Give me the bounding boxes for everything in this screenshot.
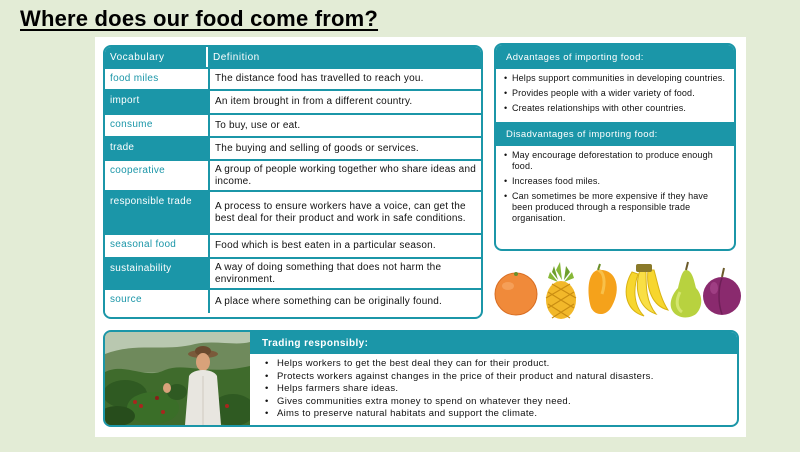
list-item: • Protects workers against changes in the price of their product and natural disasters. xyxy=(263,371,654,384)
vocab-term: responsible trade xyxy=(105,192,208,233)
mango-icon xyxy=(589,264,617,314)
vocab-definition: The distance food has travelled to reach you. xyxy=(208,69,481,89)
vocab-row-import xyxy=(105,89,481,113)
list-item: • Creates relationships with other countries. xyxy=(504,103,728,114)
list-item: • Helps support communities in developing countries. xyxy=(504,73,728,84)
banana-icon xyxy=(626,264,668,316)
vocab-row-sustainability xyxy=(105,257,481,288)
disadvantages-heading: Disadvantages of importing food: xyxy=(496,122,734,146)
list-item: • Gives communities extra money to spend on whatever they need. xyxy=(263,396,654,409)
vocab-definition: A way of doing something that does not harm the environment. xyxy=(208,259,481,288)
vocab-definition: Food which is best eaten in a particular season. xyxy=(208,235,481,257)
trading-responsibly-list xyxy=(263,358,654,421)
disadvantages-list xyxy=(496,146,734,230)
vocab-definition: A process to ensure workers have a voice, can get the best deal for their product and work in safe conditions. xyxy=(208,192,481,233)
vocab-row-cooperative xyxy=(105,159,481,190)
vocab-term: source xyxy=(105,290,208,313)
vocab-term: food miles xyxy=(105,69,208,89)
vocab-row-consume xyxy=(105,113,481,136)
definition-column-header: Definition xyxy=(213,51,260,63)
vocab-term: seasonal food xyxy=(105,235,208,257)
vocab-term: sustainability xyxy=(105,259,208,288)
vocabulary-header xyxy=(105,47,481,67)
vocabulary-table xyxy=(103,45,483,319)
vocab-row-food-miles xyxy=(105,67,481,89)
vocab-row-responsible-trade xyxy=(105,190,481,233)
importing-food-box xyxy=(494,43,736,251)
vocab-row-source xyxy=(105,288,481,313)
list-item: • Helps workers to get the best deal they can for their product. xyxy=(263,358,654,371)
vocab-definition: The buying and selling of goods or services. xyxy=(208,138,481,159)
list-item: • Can sometimes be more expensive if they have been produced through a responsible trade organisation. xyxy=(504,191,728,224)
vocab-definition: A group of people working together who share ideas and income. xyxy=(208,161,481,190)
vocab-definition: To buy, use or eat. xyxy=(208,115,481,136)
advantages-heading: Advantages of importing food: xyxy=(496,45,734,69)
list-item: • Increases food miles. xyxy=(504,176,728,187)
farmer-photo xyxy=(105,332,250,425)
vocab-row-trade xyxy=(105,136,481,159)
advantages-list xyxy=(496,69,734,120)
vocabulary-column-header: Vocabulary xyxy=(105,47,208,67)
pear-icon xyxy=(671,262,702,317)
vocab-term: trade xyxy=(105,138,208,159)
list-item: • Aims to preserve natural habitats and support the climate. xyxy=(263,408,654,421)
page-title: Where does our food come from? xyxy=(20,6,379,31)
list-item: • May encourage deforestation to produce enough food. xyxy=(504,150,728,172)
vocab-row-seasonal-food xyxy=(105,233,481,257)
orange-icon xyxy=(495,272,537,315)
vocab-definition: An item brought in from a different country. xyxy=(208,91,481,113)
trading-responsibly-box xyxy=(103,330,739,427)
list-item: • Provides people with a wider variety of food. xyxy=(504,88,728,99)
plum-icon xyxy=(703,268,741,315)
pineapple-icon xyxy=(546,262,576,319)
vocab-term: cooperative xyxy=(105,161,208,190)
vocab-term: import xyxy=(105,91,208,113)
fruit-illustrations xyxy=(494,258,742,320)
trading-responsibly-heading: Trading responsibly: xyxy=(250,332,737,354)
vocab-term: consume xyxy=(105,115,208,136)
knowledge-organiser xyxy=(95,37,746,437)
vocab-definition: A place where something can be originally found. xyxy=(208,290,481,313)
list-item: • Helps farmers share ideas. xyxy=(263,383,654,396)
